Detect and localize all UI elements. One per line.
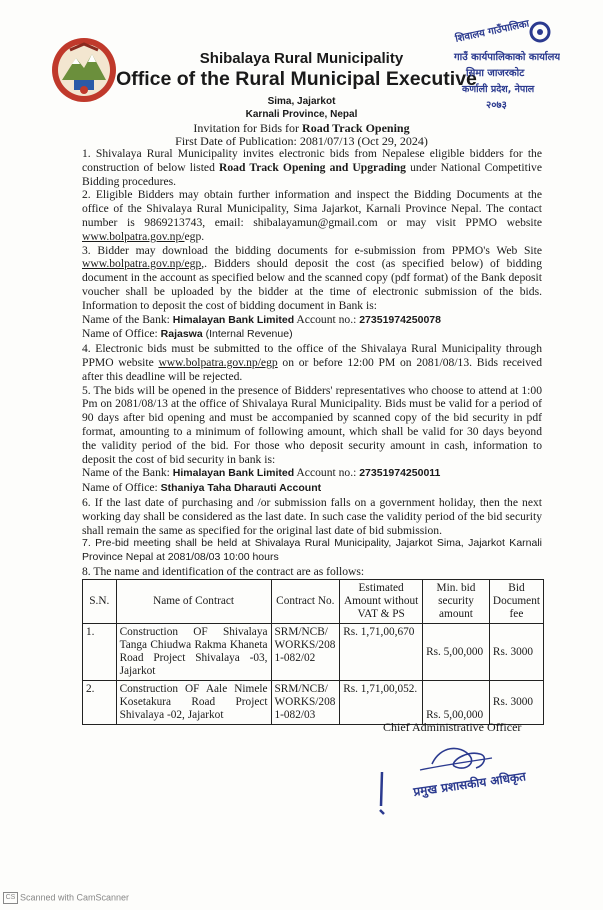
scanner-watermark [3,892,129,904]
ppmo-egp-link[interactable]: www.bolpatra.gov.np/egp [82,257,202,271]
stamp-line-1: शिवालय गाउँपालिका [454,18,531,45]
row-contract-name: Construction OF Aale Nimele Kosetakura Road Project Shivalaya -02, Jajarkot [116,681,271,725]
notice-body [82,147,542,579]
row-estimate: Rs. 1,71,00,052. [340,681,423,725]
table-row [83,681,544,725]
stamp-year: २०७३ [486,100,507,111]
col-header-fee: Bid Document fee [489,580,543,624]
paragraph-3: 3. Bidder may download the bidding documents for e-submission from PPMO's Web Site www.bolpatra.gov.np/egp,. Bidders should deposit the cost (as specified below) of bidding document in the account as specified below and the scanned copy (pdf format) of the Bank deposit voucher shall be uploaded by the bidder at the time of electronic submission of the bids. Information to deposit the cost of bidding document in Bank is: [82,243,542,312]
municipality-name: Shibalaya Rural Municipality [199,50,404,67]
stamp-line-4: कर्णाली प्रदेश, नेपाल [462,84,535,95]
table-row [83,624,544,681]
row-sn: 2. [83,681,117,725]
paragraph-7: 7. Pre-bid meeting shall be held at Shivalaya Rural Municipality, Jajarkot Sima, Jajarkot Karnali Province Nepal at 2081/08/03 10:00 hours [82,537,542,564]
row-sn: 1. [83,624,117,681]
scanner-watermark-text: Scanned with CamScanner [20,892,130,903]
stamp-line-3: सिमा जाजरकोट [466,68,525,79]
paragraph-8: 8. The name and identification of the contract are as follows: [82,564,365,578]
stamp-line-2: गाउँ कार्यपालिकाको कार्यालय [454,52,560,63]
contract-table [82,579,544,725]
row-estimate: Rs. 1,71,00,670 [340,624,423,681]
ink-mark [378,770,386,816]
row-security: Rs. 5,00,000 [423,681,490,725]
col-header-contract-no: Contract No. [271,580,340,624]
office-title: Office of the Rural Municipal Executive [116,68,477,90]
col-header-estimate: Estimated Amount without VAT & PS [340,580,423,624]
paragraph-5: 5. The bids will be opened in the presence of Bidders' representatives who choose to attend at 1:00 Pm on 2081/08/13 at the office of Shivalaya Rural Municipality. Bids must be valid for a period of 90 days after bid opening and must be accompanied by scanned copy of the bid security in pdf format, amounting to a minimum of following amount, which shall be valid for 30 days beyond the validity period of the bid. For those who deposit security amount in cash, information to deposit the cost of bid security in bank is: [82,383,542,466]
col-header-sn: S.N. [83,580,117,624]
paragraph-6: 6. If the last date of purchasing and /or submission falls on a government holiday, then the next working day shall be considered as the last date. In such case the validity period of the bid security shall remain the same as specified for the original last date of bid submission. [82,495,542,537]
paragraph-2: 2. Eligible Bidders may obtain further information and inspect the Bidding Documents at the office of the Shivalaya Rural Municipality, Sima Jajarkot, Karnali Province Nepal. The contact number is 9869213743, email: shibalayamun@gmail.com or may visit PPMO website www.bolpatra.gov.np/egp. [82,188,542,243]
row-fee: Rs. 3000 [489,624,543,681]
bank-info-1: Name of the Bank: Himalayan Bank Limited Account no.: 27351974250078 [82,312,441,326]
signature-devanagari-title: प्रमुख प्रशासकीय अधिकृत [412,769,527,799]
office-info-1: Name of Office: Rajaswa (Internal Revenue) [82,327,293,341]
municipality-seal-stamp [448,18,560,126]
invitation-prefix: Invitation for Bids for [193,121,303,135]
invitation-subject: Road Track Opening [302,121,410,135]
handwritten-signature [380,736,530,826]
col-header-name: Name of Contract [116,580,271,624]
address-line-2: Karnali Province, Nepal [245,109,358,120]
camscanner-logo-icon: CS [3,892,18,904]
row-security: Rs. 5,00,000 [423,624,490,681]
publication-date: First Date of Publication: 2081/07/13 (Oct 29, 2024) [175,134,428,148]
signatory-title: Chief Administrative Officer [383,720,522,734]
row-contract-no: SRM/NCB/WORKS/2081-082/02 [271,624,340,681]
bank-info-2: Name of the Bank: Himalayan Bank Limited Account no.: 27351974250011 [82,466,441,480]
row-fee: Rs. 3000 [489,681,543,725]
ppmo-link[interactable]: www.bolpatra.gov.np/ [82,229,185,243]
paragraph-4: 4. Electronic bids must be submitted to the office of the Shivalaya Rural Municipality through PPMO website www.bolpatra.gov.np/egp on or before 12:00 PM on 2081/08/13. Bids received after this deadline will be rejected. [82,342,542,383]
table-header-row [83,580,544,624]
col-header-security: Min. bid security amount [423,580,490,624]
office-info-2: Name of Office: Sthaniya Taha Dharauti Account [82,481,322,495]
row-contract-name: Construction OF Shivalaya Tanga Chiudwa Rakma Khaneta Road Project Shivalaya -03, Jajarkot [116,624,271,681]
address-line-1: Sima, Jajarkot [267,96,336,107]
paragraph-1: 1. Shivalaya Rural Municipality invites electronic bids from Nepalese eligible bidders for the construction of below listed Road Track Opening and Upgrading under National Competitive Bidding procedures. [82,147,542,188]
row-contract-no: SRM/NCB/WORKS/2081-082/03 [271,681,340,725]
ppmo-submission-link[interactable]: www.bolpatra.gov.np/egp [158,355,278,369]
